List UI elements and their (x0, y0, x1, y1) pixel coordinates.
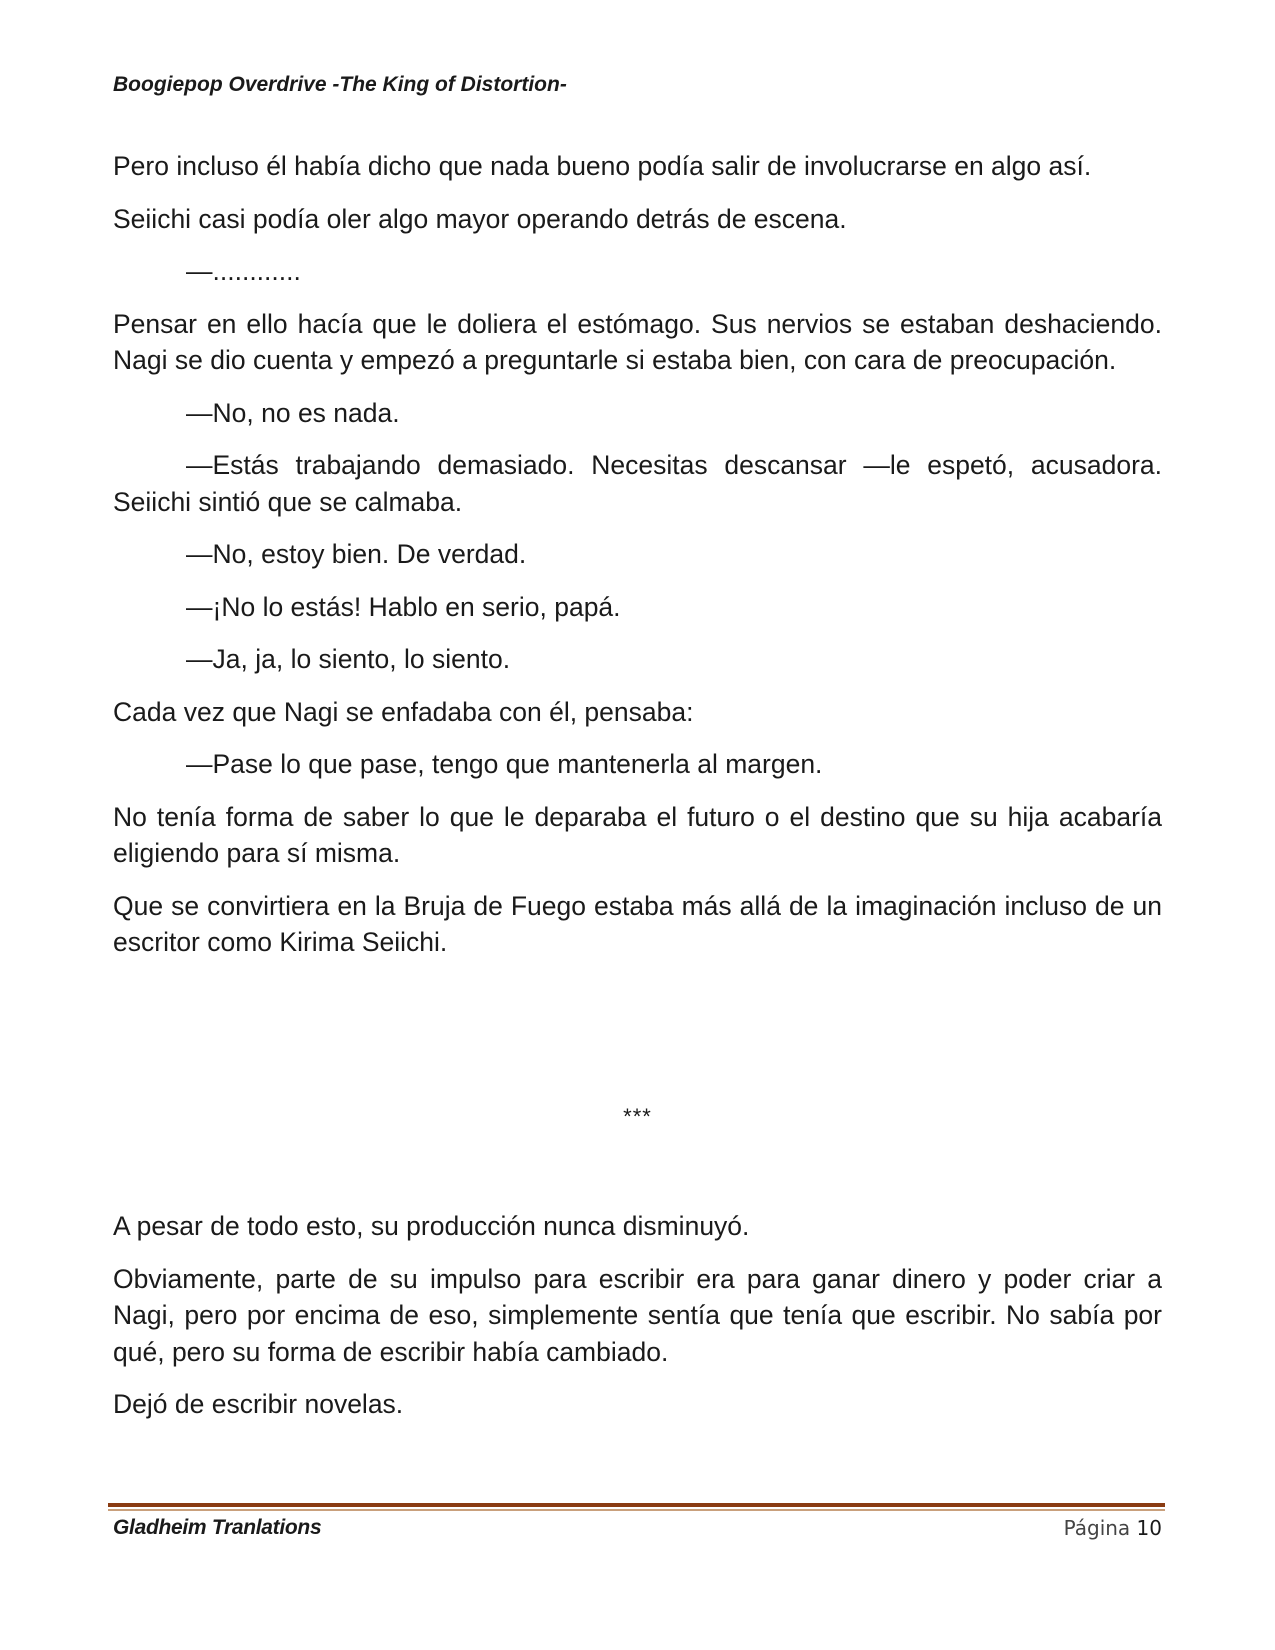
body-section-1 (113, 148, 1162, 977)
footer-page-number (1064, 1516, 1162, 1540)
paragraph: Que se convirtiera en la Bruja de Fuego estaba más allá de la imaginación incluso de un escritor como Kirima Seiichi. (113, 890, 1162, 957)
dialogue-line: —Ja, ja, lo siento, lo siento. (186, 644, 511, 674)
dialogue-line: —No, estoy bien. De verdad. (186, 539, 527, 569)
footer-divider (108, 1503, 1165, 1511)
dialogue-line: —............ (186, 256, 301, 286)
footer-divider-thin (108, 1509, 1165, 1511)
running-header: Boogiepop Overdrive -The King of Distortion- (113, 73, 567, 96)
paragraph: Pero incluso él había dicho que nada bueno podía salir de involucrarse en algo así. (113, 151, 1092, 181)
paragraph: A pesar de todo esto, su producción nunca disminuyó. (113, 1211, 750, 1241)
paragraph: No tenía forma de saber lo que le deparaba el futuro o el destino que su hija acabaría eligiendo para sí misma. (113, 801, 1162, 868)
paragraph: Pensar en ello hacía que le doliera el estómago. Sus nervios se estaban deshaciendo. Nagi se dio cuenta y empezó a preguntarle si estaba bien, con cara de preocupación. (113, 308, 1162, 375)
page-number: 10 (1136, 1516, 1162, 1540)
scene-separator: *** (623, 1104, 652, 1129)
dialogue-line: —Estás trabajando demasiado. Necesitas descansar —le espetó, acusadora. Seiichi sintió que se calmaba. (113, 450, 1162, 517)
paragraph: Cada vez que Nagi se enfadaba con él, pensaba: (113, 696, 694, 727)
paragraph: Obviamente, parte de su impulso para escribir era para ganar dinero y poder criar a Nagi, pero por encima de eso, simplemente sentía que tenía que escribir. No sabía por qué, pero su forma de escribir había cambiado. (113, 1263, 1162, 1367)
body-section-2 (113, 1208, 1162, 1439)
page-label: Página (1063, 1516, 1131, 1540)
dialogue-line: —No, no es nada. (186, 397, 400, 428)
dialogue-line: —Pase lo que pase, tengo que mantenerla al margen. (186, 749, 823, 779)
footer-publisher: Gladheim Tranlations (113, 1516, 322, 1539)
paragraph: Seiichi casi podía oler algo mayor operando detrás de escena. (113, 203, 847, 234)
dialogue-line: —¡No lo estás! Hablo en serio, papá. (186, 591, 621, 622)
footer-divider-thick (108, 1503, 1165, 1507)
paragraph: Dejó de escribir novelas. (113, 1389, 404, 1419)
